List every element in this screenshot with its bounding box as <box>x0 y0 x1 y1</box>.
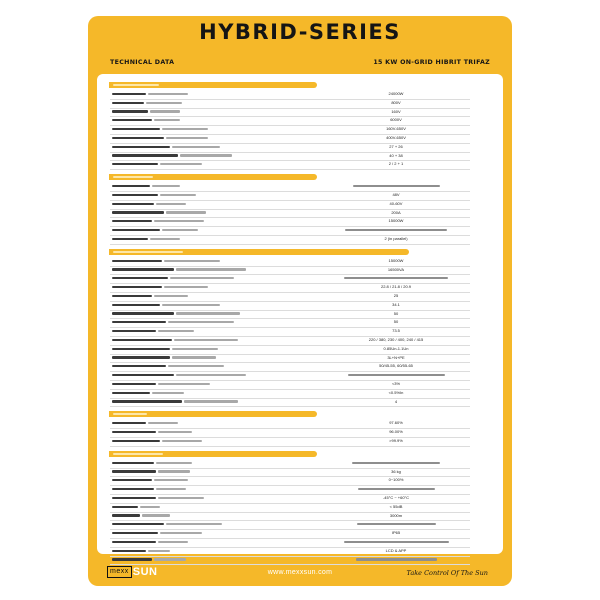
spec-label-bold <box>112 365 166 367</box>
spec-label <box>112 494 322 503</box>
spec-label-bold <box>112 550 146 552</box>
spec-label-italic <box>160 532 202 534</box>
spec-value: 0~100% <box>388 477 404 483</box>
spec-label-bold <box>112 137 164 139</box>
spec-label <box>112 336 322 345</box>
spec-label-bold <box>112 102 144 104</box>
spec-label <box>112 389 322 398</box>
spec-label-italic <box>142 514 170 516</box>
spec-label-italic <box>164 260 220 262</box>
spec-label-italic <box>148 422 178 424</box>
spec-label-bold <box>112 514 140 516</box>
spec-label-bold <box>112 400 182 402</box>
spec-label-italic <box>154 220 204 222</box>
spec-label-bold <box>112 479 152 481</box>
section-header <box>109 174 317 180</box>
spec-table <box>97 74 503 554</box>
spec-label <box>112 292 322 301</box>
spec-label-bold <box>112 440 160 442</box>
spec-value-text <box>352 462 440 464</box>
spec-label <box>112 200 322 209</box>
spec-label-bold <box>112 185 150 187</box>
spec-label <box>112 468 322 477</box>
spec-label-bold <box>112 295 152 297</box>
spec-value: 800V <box>391 99 401 105</box>
spec-value: 22.8 / 21.8 / 20.9 <box>380 284 412 290</box>
spec-label-italic <box>174 339 238 341</box>
spec-label <box>112 520 322 529</box>
spec-value: 36 kg <box>391 468 401 474</box>
spec-label-bold <box>112 470 156 472</box>
section-header-text <box>113 84 159 86</box>
spec-label-italic <box>172 348 218 350</box>
spec-label <box>112 398 322 407</box>
page-title: HYBRID-SERIES <box>199 20 401 44</box>
spec-label-italic <box>168 365 224 367</box>
spec-label <box>112 226 322 235</box>
section-header <box>109 411 317 417</box>
spec-label <box>112 90 322 99</box>
spec-value: 16500VA <box>387 266 405 272</box>
spec-label <box>112 476 322 485</box>
spec-label-bold <box>112 541 156 543</box>
spec-label <box>112 182 322 191</box>
spec-label-italic <box>156 488 186 490</box>
spec-label-italic <box>152 392 184 394</box>
spec-row <box>110 437 470 447</box>
product-model-caption: 15 KW ON-GRID HIBRIT TRIFAZ <box>373 59 490 66</box>
spec-label-italic <box>158 541 188 543</box>
spec-label <box>112 301 322 310</box>
section-header <box>109 82 317 88</box>
spec-label-bold <box>112 203 154 205</box>
spec-label-bold <box>112 146 170 148</box>
spec-label-italic <box>176 374 246 376</box>
spec-label <box>112 538 322 547</box>
spec-label-bold <box>112 238 148 240</box>
spec-label-bold <box>112 532 158 534</box>
brand-word-text: SUN <box>132 566 158 578</box>
spec-label-bold <box>112 312 174 314</box>
spec-value: 27 + 26 <box>389 143 403 149</box>
spec-label-italic <box>158 330 194 332</box>
spec-label-italic <box>162 229 198 231</box>
spec-label-italic <box>158 431 192 433</box>
spec-label-italic <box>172 146 220 148</box>
spec-label-bold <box>112 339 172 341</box>
spec-label-bold <box>112 194 158 196</box>
spec-label-bold <box>112 268 174 270</box>
spec-label-bold <box>112 356 170 358</box>
spec-label-italic <box>154 119 180 121</box>
section-header <box>109 451 317 457</box>
spec-label-bold <box>112 304 160 306</box>
spec-label <box>112 529 322 538</box>
spec-label-bold <box>112 211 164 213</box>
spec-value: 400V-650V <box>386 135 406 140</box>
spec-label-italic <box>148 93 188 95</box>
spec-label-italic <box>166 523 222 525</box>
spec-label-italic <box>156 462 192 464</box>
spec-value-text <box>348 374 445 376</box>
spec-label-italic <box>180 154 232 156</box>
spec-value-text <box>344 277 448 279</box>
section-header-text <box>113 176 153 178</box>
spec-label <box>112 318 322 327</box>
spec-label-bold <box>112 348 170 350</box>
spec-value-text <box>357 523 436 525</box>
spec-value: 220 / 380, 230 / 400, 240 / 415 <box>368 337 424 342</box>
spec-value <box>322 182 470 191</box>
spec-value: 6000V <box>390 117 402 123</box>
spec-label <box>112 512 322 521</box>
spec-label-italic <box>148 550 170 552</box>
spec-value: 3L+N+PE <box>387 354 405 360</box>
spec-label <box>112 116 322 125</box>
spec-label-bold <box>112 497 156 499</box>
spec-label <box>112 134 322 143</box>
spec-label <box>112 257 322 266</box>
spec-label-bold <box>112 383 156 385</box>
spec-row <box>110 160 470 170</box>
spec-label <box>112 503 322 512</box>
spec-value: 15000W <box>388 257 404 263</box>
spec-label-bold <box>112 277 168 279</box>
spec-label-italic <box>168 321 234 323</box>
spec-label <box>112 125 322 134</box>
spec-value: 3000m <box>389 512 403 518</box>
spec-value: 2 (in parallel) <box>384 236 408 241</box>
spec-label-italic <box>172 356 216 358</box>
spec-label-italic <box>158 497 204 499</box>
spec-label-bold <box>112 422 146 424</box>
spec-label <box>112 345 322 354</box>
spec-label-bold <box>112 523 164 525</box>
spec-label-italic <box>158 383 210 385</box>
website-link[interactable]: www.mexxsun.com <box>267 569 333 576</box>
brand-box-text: mexx <box>107 566 132 578</box>
spec-label <box>112 266 322 275</box>
spec-label-italic <box>184 400 238 402</box>
spec-value: <3% <box>391 381 401 386</box>
spec-value <box>322 538 470 547</box>
spec-label-italic <box>164 286 208 288</box>
spec-label <box>112 143 322 152</box>
spec-label <box>112 419 322 428</box>
spec-label-italic <box>176 312 240 314</box>
spec-label <box>112 380 322 389</box>
spec-value: 96.00% <box>389 429 403 435</box>
spec-label-bold <box>112 119 152 121</box>
spec-label-italic <box>176 268 246 270</box>
spec-label-bold <box>112 330 156 332</box>
spec-label <box>112 310 322 319</box>
spec-label <box>112 354 322 363</box>
spec-row <box>110 235 470 245</box>
spec-value <box>322 520 470 529</box>
spec-label-bold <box>112 154 178 156</box>
spec-label-italic <box>154 295 188 297</box>
spec-label-bold <box>112 506 138 508</box>
spec-value: 50 <box>393 310 399 316</box>
spec-value <box>322 459 470 468</box>
spec-value: < 55dB <box>389 503 403 509</box>
spec-label <box>112 428 322 437</box>
spec-label-italic <box>162 440 202 442</box>
spec-label-italic <box>160 194 196 196</box>
spec-label-italic <box>160 163 202 165</box>
spec-label <box>112 217 322 226</box>
subheader <box>110 59 490 66</box>
footer <box>88 554 512 586</box>
spec-label-italic <box>166 137 208 139</box>
spec-label-bold <box>112 128 160 130</box>
spec-label <box>112 160 322 169</box>
spec-value <box>322 274 470 283</box>
spec-label-italic <box>166 211 206 213</box>
spec-label <box>112 459 322 468</box>
spec-label <box>112 152 322 161</box>
section-header <box>109 249 409 255</box>
spec-label <box>112 362 322 371</box>
spec-label <box>112 274 322 283</box>
spec-value: 40 + 38 <box>389 152 403 158</box>
spec-label <box>112 327 322 336</box>
spec-label-italic <box>162 128 208 130</box>
spec-label-bold <box>112 260 162 262</box>
spec-label-italic <box>150 238 180 240</box>
spec-label-bold <box>112 462 154 464</box>
datasheet <box>88 16 512 586</box>
spec-value <box>322 226 470 235</box>
spec-label <box>112 235 322 244</box>
spec-value: -45°C ~ +60°C <box>382 495 410 500</box>
spec-value-text <box>345 229 447 231</box>
spec-label-bold <box>112 220 152 222</box>
spec-value: >99.9% <box>389 438 403 443</box>
spec-value <box>322 485 470 494</box>
spec-label-italic <box>140 506 160 508</box>
spec-label <box>112 191 322 200</box>
spec-value: 24000W <box>388 91 404 96</box>
spec-label-italic <box>152 185 180 187</box>
spec-value: 2 / 2 + 1 <box>388 161 404 167</box>
spec-value-text <box>358 488 435 490</box>
spec-label-bold <box>112 321 166 323</box>
spec-value: 160V <box>391 108 401 114</box>
section-header-text <box>113 453 163 455</box>
spec-value: 200A <box>391 209 401 215</box>
spec-value: 4 <box>394 398 398 404</box>
spec-label-italic <box>150 110 180 112</box>
spec-label-italic <box>156 203 186 205</box>
spec-value: <0.5%In <box>388 389 404 395</box>
spec-label-bold <box>112 163 158 165</box>
spec-value: 50/45-55, 60/55-65 <box>379 363 413 369</box>
spec-value: LCD & APP <box>385 547 407 553</box>
spec-label <box>112 437 322 446</box>
spec-label-italic <box>158 470 190 472</box>
spec-label-bold <box>112 374 174 376</box>
spec-value: 25 <box>393 293 399 298</box>
spec-value: 97.60% <box>389 420 403 426</box>
spec-label-bold <box>112 110 148 112</box>
spec-label-italic <box>170 277 234 279</box>
spec-label <box>112 108 322 117</box>
spec-value: 73.5 <box>392 328 400 334</box>
spec-value: 15000W <box>388 218 404 224</box>
spec-label <box>112 99 322 108</box>
spec-label-bold <box>112 286 162 288</box>
spec-label-bold <box>112 93 146 95</box>
spec-label-bold <box>112 392 150 394</box>
spec-row <box>110 398 470 408</box>
spec-label-bold <box>112 488 154 490</box>
tagline: Take Control Of The Sun <box>406 569 488 577</box>
spec-label-italic <box>146 102 182 104</box>
technical-data-caption: TECHNICAL DATA <box>110 59 175 66</box>
spec-value: 48V <box>392 192 400 197</box>
section-header-text <box>113 251 183 253</box>
spec-value: 160V-650V <box>386 126 406 132</box>
spec-value: 50 <box>393 319 399 325</box>
spec-value-text <box>344 541 449 543</box>
spec-label-bold <box>112 431 156 433</box>
spec-label-italic <box>162 304 220 306</box>
spec-label-italic <box>154 479 188 481</box>
spec-label <box>112 485 322 494</box>
spec-value <box>322 371 470 380</box>
spec-value: IP65 <box>391 530 401 536</box>
spec-value: 40-60V <box>389 200 403 206</box>
spec-label <box>112 283 322 292</box>
spec-value: 0.85Un-1.1Un <box>383 345 409 351</box>
spec-label <box>112 209 322 218</box>
spec-label-bold <box>112 229 160 231</box>
spec-label <box>112 371 322 380</box>
spec-value-text <box>353 185 440 187</box>
spec-value: 34.1 <box>392 301 400 307</box>
section-header-text <box>113 413 147 415</box>
